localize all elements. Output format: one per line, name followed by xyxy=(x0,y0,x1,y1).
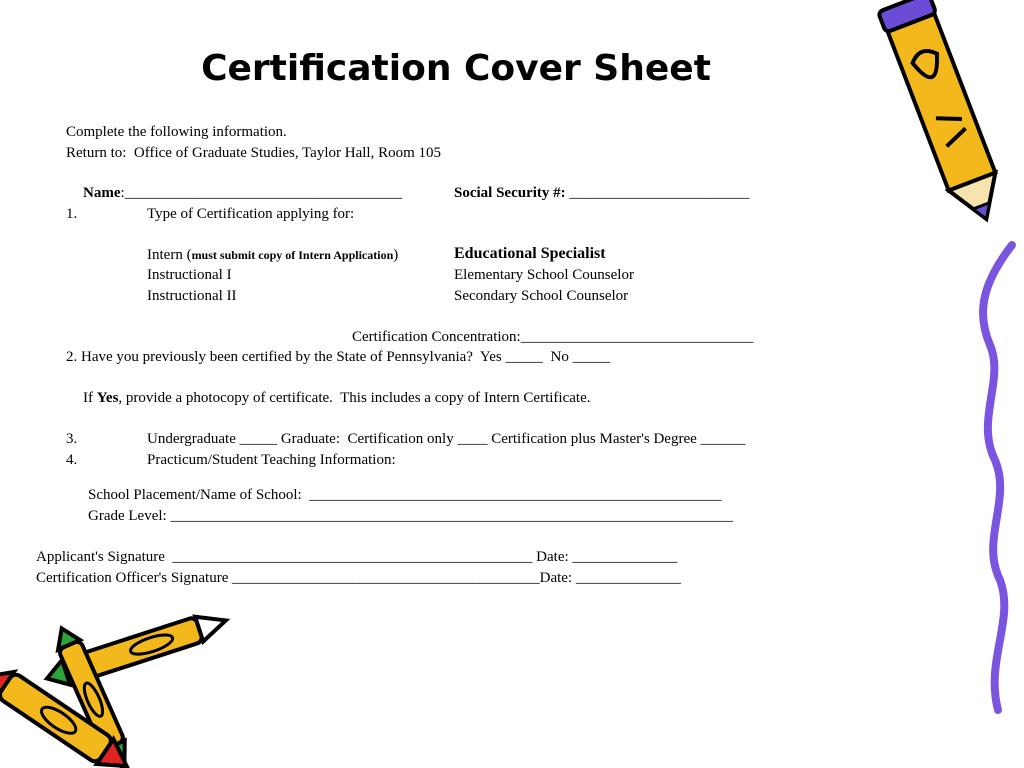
school-placement-field[interactable]: School Placement/Name of School: _______________________________________________________ xyxy=(88,487,722,503)
name-blank: :_____________________________________ xyxy=(120,185,403,201)
item-1-number: 1. xyxy=(66,206,78,222)
grade-level-field[interactable]: Grade Level: ___________________________________________________________________________ xyxy=(88,508,733,524)
intro-line-1: Complete the following information. xyxy=(66,124,287,140)
applicant-signature-field[interactable]: Applicant's Signature ________________________________________________ Date: ______________ xyxy=(36,549,678,565)
option-instructional-2[interactable]: Instructional II xyxy=(147,288,237,304)
if-label: If xyxy=(83,390,97,406)
intern-label: Intern ( xyxy=(147,247,192,263)
item-3-number: 3. xyxy=(66,431,78,447)
educational-specialist-heading: Educational Specialist xyxy=(454,245,606,262)
name-label: Name xyxy=(83,185,121,201)
concentration-field[interactable]: Certification Concentration:_______________________________ xyxy=(352,329,754,345)
item-2-text[interactable]: 2. Have you previously been certified by the State of Pennsylvania? Yes _____ No _____ xyxy=(66,349,611,365)
item-1-text: Type of Certification applying for: xyxy=(147,206,355,222)
intern-note: must submit copy of Intern Application xyxy=(191,248,394,262)
page-title: Certification Cover Sheet xyxy=(201,48,711,89)
intro-line-2: Return to: Office of Graduate Studies, Taylor Hall, Room 105 xyxy=(66,145,441,161)
option-secondary-counselor[interactable]: Secondary School Counselor xyxy=(454,288,629,304)
ssn-label: Social Security #: xyxy=(454,185,566,201)
intern-close: ) xyxy=(393,247,399,263)
option-elementary-counselor[interactable]: Elementary School Counselor xyxy=(454,267,634,283)
officer-signature-field[interactable]: Certification Officer's Signature _________________________________________Date: ______________ xyxy=(36,570,681,586)
item-4-number: 4. xyxy=(66,452,78,468)
ssn-blank: ________________________ xyxy=(565,185,750,201)
option-instructional-1[interactable]: Instructional I xyxy=(147,267,232,283)
item-3-text[interactable]: Undergraduate _____ Graduate: Certification only ____ Certification plus Master's Degree ______ xyxy=(147,431,746,447)
item-4-text: Practicum/Student Teaching Information: xyxy=(147,452,396,468)
if-rest: , provide a photocopy of certificate. This includes a copy of Intern Certificate. xyxy=(118,390,591,406)
yes-word: Yes xyxy=(96,390,119,406)
